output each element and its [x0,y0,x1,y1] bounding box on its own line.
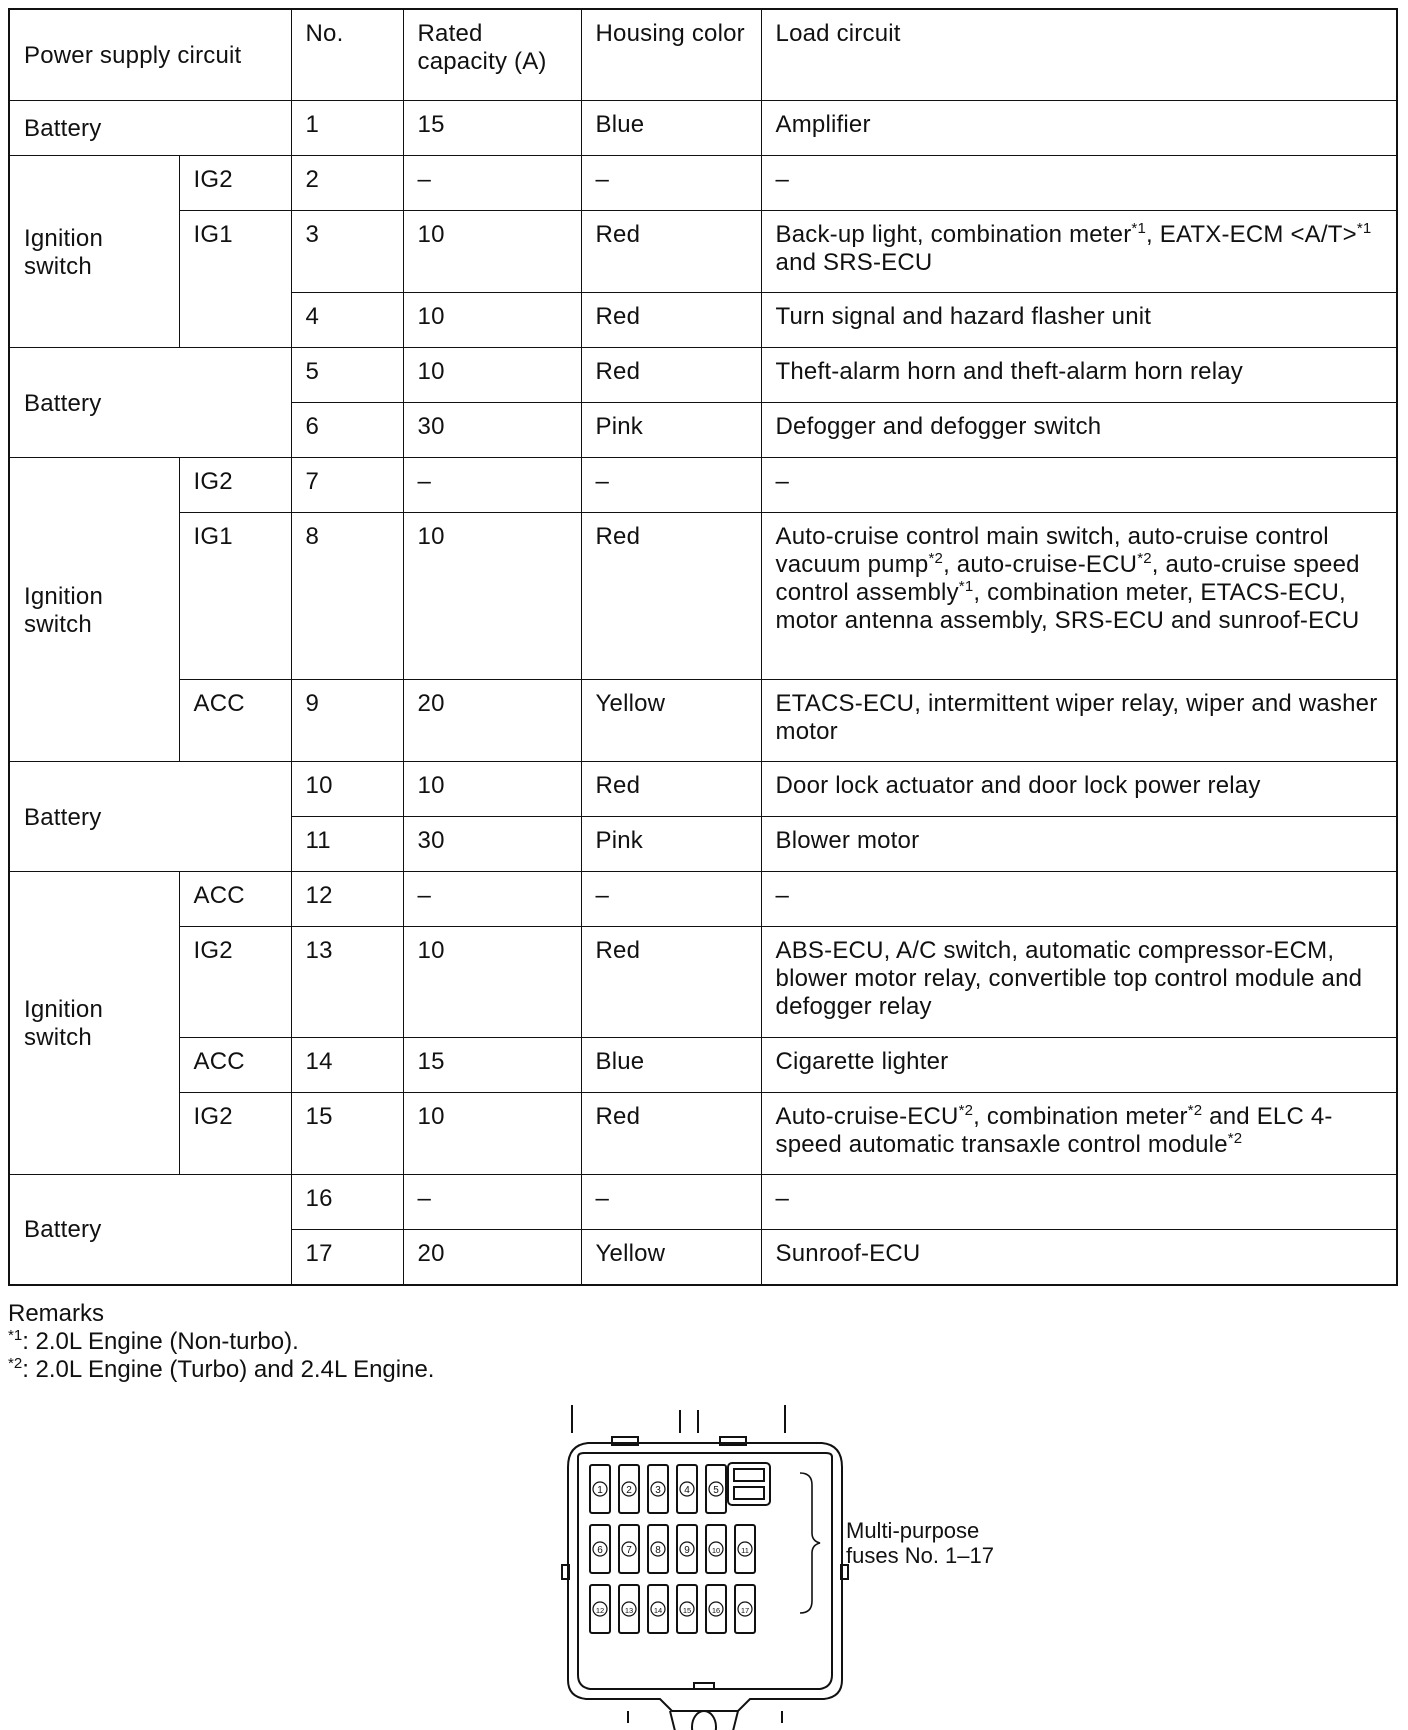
load-circuit-cell: Turn signal and hazard flasher unit [761,293,1397,348]
rated-capacity-cell: 30 [403,403,581,458]
fuse-no-cell: 5 [291,348,403,403]
table-row [9,1093,1397,1175]
fuse-no-cell: 4 [291,293,403,348]
sub-circuit-cell: IG2 [179,458,291,513]
rated-capacity-cell: – [403,872,581,927]
rated-capacity-cell: 10 [403,348,581,403]
load-circuit-cell: Back-up light, combination meter$^{*1}$, EATX-ECM <A/T>$^{*1}$ and SRS-ECU [761,211,1397,293]
housing-color-cell: Red [581,1093,761,1175]
load-circuit-cell: Amplifier [761,101,1397,156]
fuse-number-label: 15 [682,1606,692,1615]
table-row [9,680,1397,762]
fuse-number-label: 1 [597,1485,603,1496]
fuse-no-cell: 1 [291,101,403,156]
rated-capacity-cell: 20 [403,1230,581,1285]
rated-capacity-cell: 10 [403,927,581,1038]
housing-color-cell: – [581,458,761,513]
table-row [9,348,1397,403]
load-circuit-cell: ETACS-ECU, intermittent wiper relay, wiper and washer motor [761,680,1397,762]
rated-capacity-cell: 20 [403,680,581,762]
fuse-no-cell: 17 [291,1230,403,1285]
sub-circuit-cell: ACC [179,872,291,927]
housing-color-cell: Pink [581,403,761,458]
sub-circuit-cell: ACC [179,1038,291,1093]
fuse-no-cell: 8 [291,513,403,680]
load-circuit-cell: – [761,872,1397,927]
table-row [9,211,1397,293]
load-circuit-cell: Cigarette lighter [761,1038,1397,1093]
power-supply-cell: Battery [9,1175,291,1285]
fuse-number-label: 9 [684,1545,690,1556]
fuse-no-cell: 7 [291,458,403,513]
remark-note: $^{*2}$: 2.0L Engine (Turbo) and 2.4L Engine. [8,1355,435,1383]
fuse-no-cell: 3 [291,211,403,293]
load-circuit-cell: – [761,156,1397,211]
fuse-no-cell: 11 [291,817,403,872]
sub-circuit-cell: ACC [179,680,291,762]
header-power-supply: Power supply circuit [9,9,291,101]
housing-color-cell: Blue [581,101,761,156]
rated-capacity-cell: 10 [403,211,581,293]
rated-capacity-cell: 15 [403,1038,581,1093]
remarks-title: Remarks [8,1300,105,1327]
housing-color-cell: Red [581,513,761,680]
power-supply-cell: Ignition switch [9,156,179,348]
load-circuit-cell: Blower motor [761,817,1397,872]
table-row [9,1175,1397,1230]
housing-color-cell: Yellow [581,1230,761,1285]
rated-capacity-cell: – [403,156,581,211]
load-circuit-cell: Auto-cruise control main switch, auto-cruise control vacuum pump$^{*2}$, auto-cruise-ECU$^{*2}$, auto-cruise speed control assembly$^{*1}$, combination meter, ETACS-ECU, motor antenna assembly, SRS-ECU and sunroof-ECU [761,513,1397,680]
housing-color-cell: Pink [581,817,761,872]
fuse-number-label: 8 [655,1545,661,1556]
load-circuit-cell: – [761,458,1397,513]
power-supply-cell: Battery [9,762,291,872]
callout-bracket [800,1473,820,1613]
housing-color-cell: – [581,1175,761,1230]
header-no: No. [291,9,403,101]
fuse-no-cell: 14 [291,1038,403,1093]
fuse-no-cell: 15 [291,1093,403,1175]
load-circuit-cell: Auto-cruise-ECU$^{*2}$, combination meter$^{*2}$ and ELC 4-speed automatic transaxle control module$^{*2}$ [761,1093,1397,1175]
fuse-callout-label: Multi-purpose fuses No. 1–17 [846,1518,994,1568]
load-circuit-cell: Defogger and defogger switch [761,403,1397,458]
rated-capacity-cell: – [403,458,581,513]
sub-circuit-cell: IG1 [179,211,291,348]
fuse-number-label: 6 [597,1545,603,1556]
power-supply-cell: Ignition switch [9,458,179,762]
rated-capacity-cell: 10 [403,293,581,348]
remark-note: $^{*1}$: 2.0L Engine (Non-turbo). [8,1327,299,1355]
load-circuit-cell: ABS-ECU, A/C switch, automatic compressor-ECM, blower motor relay, convertible top control module and defogger relay [761,927,1397,1038]
fuse-number-label: 16 [711,1606,721,1615]
housing-color-cell: Red [581,293,761,348]
fuse-number-label: 13 [624,1606,634,1615]
power-supply-cell: Battery [9,101,291,156]
fuse-number-label: 17 [740,1606,750,1615]
table-header-row [9,9,1397,101]
fuse-no-cell: 16 [291,1175,403,1230]
fuse-number-label: 14 [653,1606,663,1615]
header-load-circuit: Load circuit [761,9,1397,101]
table-row [9,156,1397,211]
load-circuit-cell: – [761,1175,1397,1230]
sub-circuit-cell: IG2 [179,1093,291,1175]
fuse-number-label: 4 [684,1485,690,1496]
load-circuit-cell: Door lock actuator and door lock power relay [761,762,1397,817]
fuse-number-label: 3 [655,1485,661,1496]
table-row [9,927,1397,1038]
header-rated-capacity: Rated capacity (A) [403,9,581,101]
fuse-number-label: 11 [741,1546,749,1555]
fuse-number-label: 10 [711,1546,721,1555]
fuse-number-label: 7 [626,1545,632,1556]
rated-capacity-cell: – [403,1175,581,1230]
fuse-no-cell: 9 [291,680,403,762]
sub-circuit-cell: IG2 [179,927,291,1038]
rated-capacity-cell: 10 [403,1093,581,1175]
load-circuit-cell: Theft-alarm horn and theft-alarm horn relay [761,348,1397,403]
sub-circuit-cell: IG1 [179,513,291,680]
table-row [9,513,1397,680]
housing-color-cell: – [581,872,761,927]
rated-capacity-cell: 30 [403,817,581,872]
power-supply-cell: Ignition switch [9,872,179,1175]
fuse-number-label: 5 [713,1485,719,1496]
fuse-no-cell: 2 [291,156,403,211]
fuse-no-cell: 13 [291,927,403,1038]
rated-capacity-cell: 15 [403,101,581,156]
table-row [9,872,1397,927]
housing-color-cell: Red [581,762,761,817]
fuse-box-diagram [560,1405,850,1730]
header-housing-color: Housing color [581,9,761,101]
rated-capacity-cell: 10 [403,513,581,680]
rated-capacity-cell: 10 [403,762,581,817]
housing-color-cell: Red [581,348,761,403]
table-row [9,762,1397,817]
table-row [9,1038,1397,1093]
power-supply-cell: Battery [9,348,291,458]
housing-color-cell: Red [581,927,761,1038]
table-row [9,458,1397,513]
table-row [9,101,1397,156]
load-circuit-cell: Sunroof-ECU [761,1230,1397,1285]
housing-color-cell: Yellow [581,680,761,762]
housing-color-cell: Red [581,211,761,293]
fuse-table [8,8,1398,1286]
fuse-number-label: 2 [626,1485,632,1496]
housing-color-cell: – [581,156,761,211]
fuse-no-cell: 10 [291,762,403,817]
fuse-number-label: 12 [595,1606,605,1615]
remarks [8,1300,434,1384]
housing-color-cell: Blue [581,1038,761,1093]
fuse-no-cell: 12 [291,872,403,927]
sub-circuit-cell: IG2 [179,156,291,211]
fuse-no-cell: 6 [291,403,403,458]
